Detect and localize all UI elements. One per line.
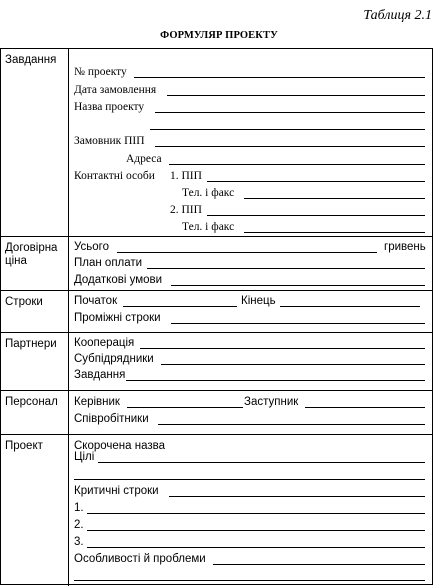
section-project — [1, 435, 432, 586]
section-label-price: Договірна ціна — [5, 242, 58, 267]
critical-item2-field[interactable] — [87, 530, 425, 531]
issues-field[interactable] — [213, 564, 425, 565]
section-label-partners: Партнери — [5, 338, 57, 350]
section-label-staff: Персонал — [5, 396, 58, 408]
section-price — [1, 237, 432, 291]
extra-terms-field[interactable] — [171, 285, 425, 286]
project-name-label: Назва проекту — [74, 101, 145, 113]
deputy-label: Заступник — [244, 396, 299, 408]
partner-tasks-field[interactable] — [126, 380, 425, 381]
total-label: Усього — [74, 241, 110, 253]
payment-plan-label: План оплати — [74, 257, 143, 269]
order-date-label: Дата замовлення — [74, 84, 157, 96]
section-label-terms: Строки — [5, 296, 43, 308]
short-name-label: Скорочена назва — [74, 440, 165, 452]
contact2-name-field[interactable] — [207, 215, 425, 216]
critical-item3-field[interactable] — [87, 547, 425, 548]
manager-field[interactable] — [127, 407, 243, 408]
goals-label: Цілі — [74, 451, 95, 463]
critical-terms-label: Критичні строки — [74, 485, 159, 497]
currency-label: гривень — [384, 241, 426, 253]
section-tasks — [1, 49, 432, 237]
start-label: Початок — [74, 295, 118, 307]
contact2-phone-label: Тел. і факс — [182, 221, 235, 233]
contact1-phone-field[interactable] — [244, 198, 425, 199]
subcontractors-label: Субпідрядники — [74, 353, 154, 365]
goals-field-line2[interactable] — [74, 479, 425, 480]
manager-label: Керівник — [74, 396, 120, 408]
issues-label: Особливості й проблеми — [74, 553, 206, 565]
contacts-label: Контактні особи — [74, 170, 155, 182]
end-field[interactable] — [280, 306, 420, 307]
contact1-phone-label: Тел. і факс — [182, 187, 235, 199]
employees-field[interactable] — [158, 424, 425, 425]
total-field[interactable] — [117, 252, 377, 253]
client-name-label: Замовник ПІП — [74, 135, 145, 147]
extra-terms-label: Додаткові умови — [74, 274, 163, 286]
contact1-name-label: 1. ПІП — [170, 170, 202, 182]
start-field[interactable] — [123, 306, 237, 307]
project-name-field[interactable] — [155, 112, 425, 113]
end-label: Кінець — [241, 295, 276, 307]
critical-item1-field[interactable] — [87, 513, 425, 514]
employees-label: Співробітники — [74, 413, 149, 425]
critical-item2-label: 2. — [74, 519, 84, 531]
goals-field[interactable] — [98, 462, 425, 463]
table-caption: Таблиця 2.1 — [363, 8, 432, 23]
contact2-name-label: 2. ПІП — [170, 204, 202, 216]
cooperation-field[interactable] — [140, 348, 425, 349]
address-label: Адреса — [126, 153, 162, 165]
form-title: ФОРМУЛЯР ПРОЕКТУ — [160, 30, 278, 41]
partner-tasks-label: Завдання — [74, 369, 126, 381]
order-date-field[interactable] — [167, 95, 425, 96]
cooperation-label: Кооперація — [74, 337, 135, 349]
critical-item1-label: 1. — [74, 502, 84, 514]
section-terms — [1, 291, 432, 333]
deputy-field[interactable] — [305, 407, 425, 408]
section-label-project: Проект — [5, 440, 43, 452]
contact1-name-field[interactable] — [207, 181, 425, 182]
critical-terms-field[interactable] — [169, 496, 425, 497]
project-form-table — [0, 48, 433, 585]
section-label-tasks: Завдання — [5, 54, 57, 66]
section-partners — [1, 333, 432, 391]
contact2-phone-field[interactable] — [244, 232, 425, 233]
project-number-field[interactable] — [134, 77, 425, 78]
project-name-field-line2[interactable] — [150, 129, 425, 130]
issues-field-line2[interactable] — [74, 580, 425, 581]
subcontractors-field[interactable] — [161, 364, 425, 365]
address-field[interactable] — [169, 164, 425, 165]
interim-terms-field[interactable] — [171, 323, 425, 324]
interim-terms-label: Проміжні строки — [74, 312, 161, 324]
client-name-field[interactable] — [155, 146, 425, 147]
section-staff — [1, 391, 432, 435]
payment-plan-field[interactable] — [147, 268, 425, 269]
project-number-label: № проекту — [74, 66, 127, 78]
critical-item3-label: 3. — [74, 536, 84, 548]
